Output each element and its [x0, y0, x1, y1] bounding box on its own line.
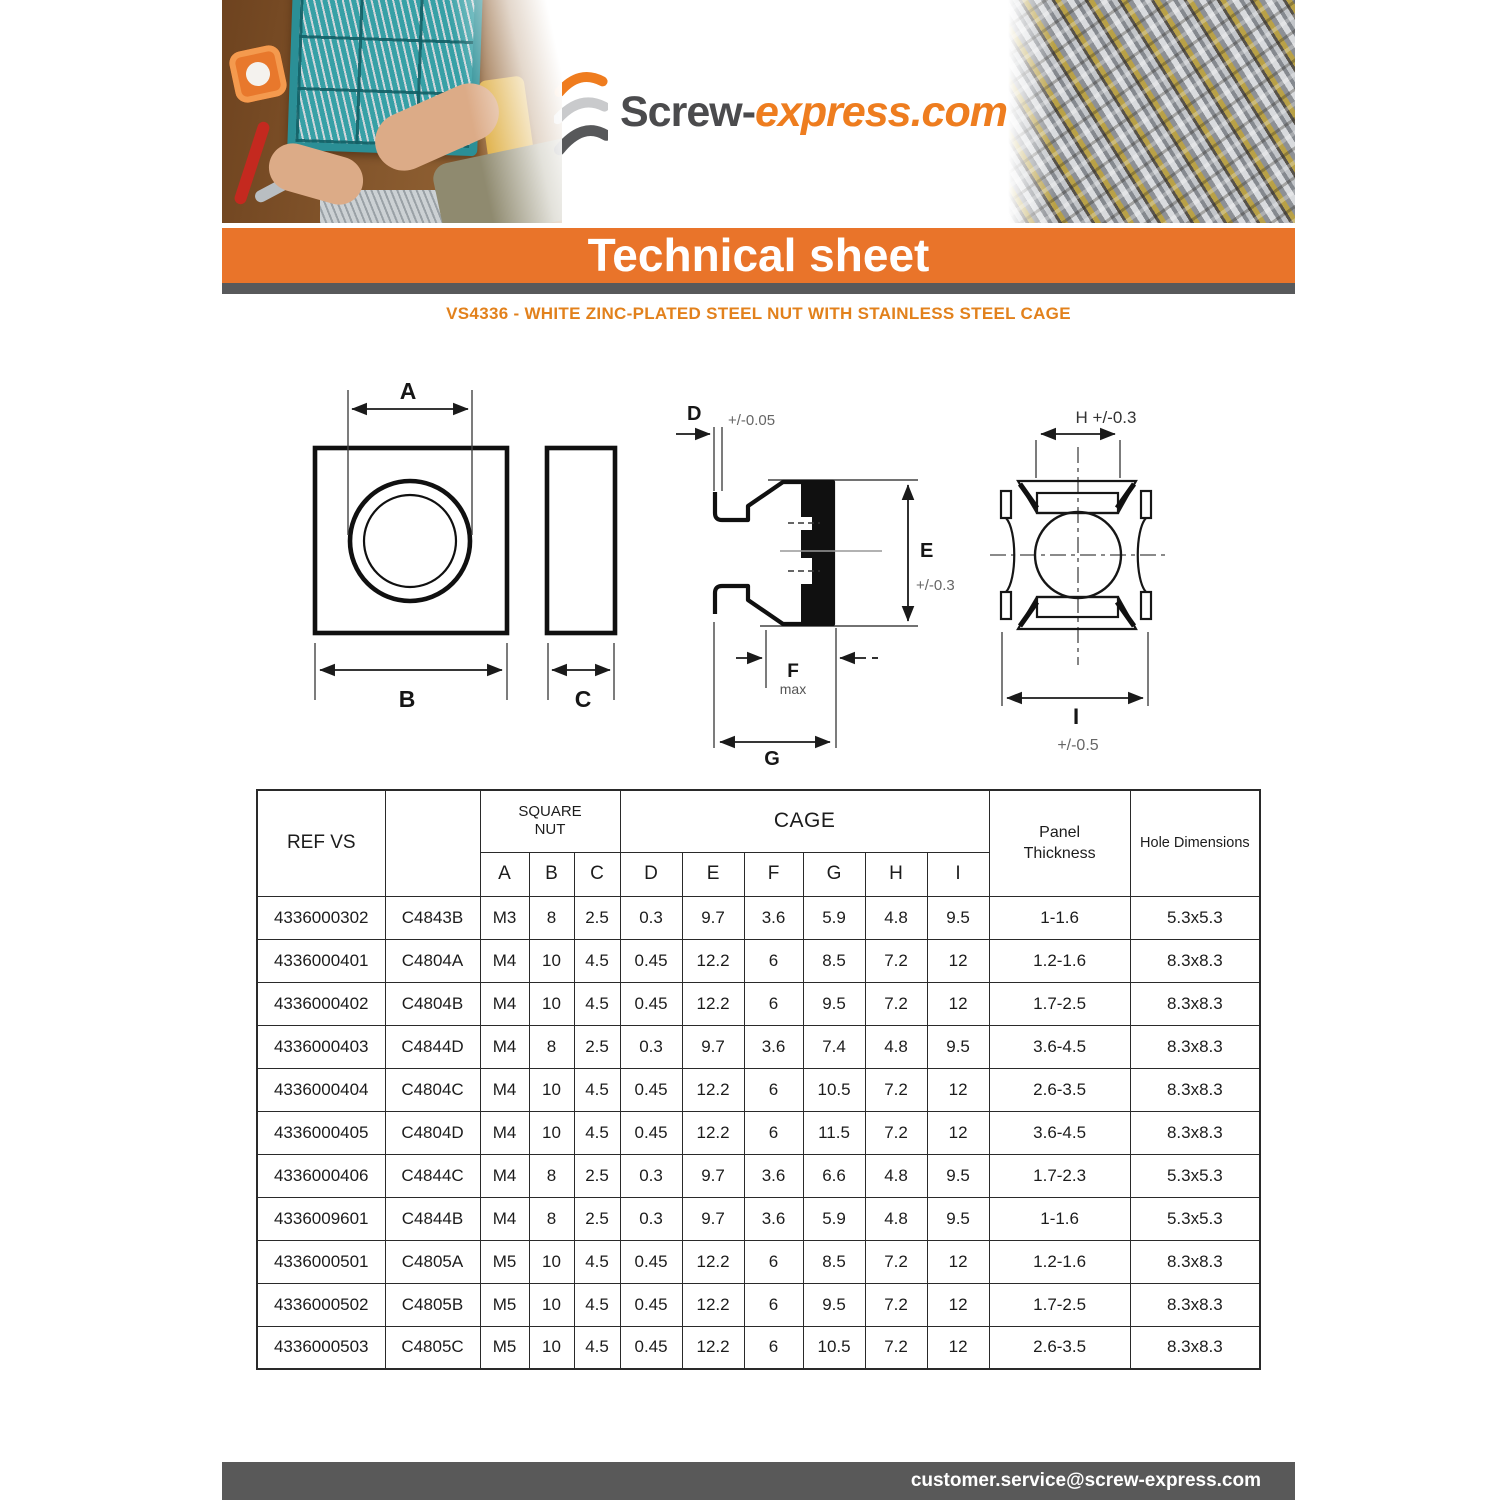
value-cell: 12.2: [682, 939, 744, 982]
table-row: [257, 1197, 1260, 1240]
value-cell: 3.6-4.5: [989, 1111, 1130, 1154]
value-cell: 10: [529, 1111, 574, 1154]
logo-text-suffix: express.com: [755, 87, 1007, 136]
code-cell: C4804A: [385, 939, 480, 982]
value-cell: 9.5: [927, 1154, 989, 1197]
col-group-cage: CAGE: [620, 790, 989, 852]
footer-bar: [222, 1462, 1295, 1500]
value-cell: 0.45: [620, 1240, 682, 1283]
value-cell: 0.3: [620, 1197, 682, 1240]
col-header-e: E: [682, 852, 744, 896]
value-cell: 8: [529, 1197, 574, 1240]
value-cell: 12.2: [682, 1283, 744, 1326]
section-view-drawing: [676, 427, 918, 748]
dim-label-g: G: [764, 748, 780, 770]
value-cell: 3.6-4.5: [989, 1025, 1130, 1068]
value-cell: 12.2: [682, 982, 744, 1025]
value-cell: M4: [480, 939, 529, 982]
code-cell: C4844C: [385, 1154, 480, 1197]
tolerance-e: +/-0.3: [916, 577, 955, 594]
value-cell: 0.3: [620, 896, 682, 939]
table-row: [257, 1111, 1260, 1154]
value-cell: 9.5: [803, 982, 865, 1025]
value-cell: 5.3x5.3: [1130, 1197, 1260, 1240]
value-cell: 8.3x8.3: [1130, 939, 1260, 982]
code-cell: C4844B: [385, 1197, 480, 1240]
table-row: [257, 1326, 1260, 1369]
value-cell: 6.6: [803, 1154, 865, 1197]
col-header-ref: REF VS: [257, 790, 385, 896]
value-cell: 9.7: [682, 1154, 744, 1197]
title-banner: [222, 228, 1295, 283]
table-row: [257, 982, 1260, 1025]
table-row: [257, 1025, 1260, 1068]
col-group-square-nut: [480, 790, 620, 852]
value-cell: 2.5: [574, 1025, 620, 1068]
screws-pile-photo: [1008, 0, 1295, 223]
logo-text-prefix: Screw-: [620, 87, 756, 136]
ref-cell: 4336000405: [257, 1111, 385, 1154]
ref-cell: 4336000402: [257, 982, 385, 1025]
value-cell: 8.3x8.3: [1130, 1111, 1260, 1154]
code-cell: C4843B: [385, 896, 480, 939]
value-cell: 6: [744, 1240, 803, 1283]
value-cell: 1-1.6: [989, 896, 1130, 939]
col-header-a: A: [480, 852, 529, 896]
value-cell: 12: [927, 1111, 989, 1154]
value-cell: 4.5: [574, 982, 620, 1025]
value-cell: 10: [529, 1240, 574, 1283]
col-header-b: B: [529, 852, 574, 896]
value-cell: 10: [529, 982, 574, 1025]
table-row: [257, 939, 1260, 982]
value-cell: 3.6: [744, 1154, 803, 1197]
value-cell: 7.2: [865, 939, 927, 982]
value-cell: 4.8: [865, 1154, 927, 1197]
value-cell: 0.45: [620, 1283, 682, 1326]
col-header-c: C: [574, 852, 620, 896]
logo-swoosh-icon: [554, 65, 608, 159]
col-header-hole-dimensions: Hole Dimensions: [1130, 790, 1260, 896]
dim-label-e: E: [920, 540, 934, 562]
value-cell: 3.6: [744, 1025, 803, 1068]
value-cell: M4: [480, 1197, 529, 1240]
value-cell: 4.5: [574, 939, 620, 982]
value-cell: 8.3x8.3: [1130, 1283, 1260, 1326]
drawing-canvas: [300, 355, 1250, 775]
dim-label-d: D: [687, 403, 702, 425]
value-cell: 1-1.6: [989, 1197, 1130, 1240]
value-cell: 5.3x5.3: [1130, 896, 1260, 939]
value-cell: 3.6: [744, 1197, 803, 1240]
ref-cell: 4336000501: [257, 1240, 385, 1283]
value-cell: 12: [927, 1068, 989, 1111]
value-cell: 2.5: [574, 1154, 620, 1197]
value-cell: M4: [480, 1111, 529, 1154]
table-row: [257, 1068, 1260, 1111]
value-cell: 2.6-3.5: [989, 1068, 1130, 1111]
value-cell: 8.3x8.3: [1130, 1240, 1260, 1283]
value-cell: 6: [744, 1326, 803, 1369]
col-header-g: G: [803, 852, 865, 896]
col-header-d: D: [620, 852, 682, 896]
ref-cell: 4336000403: [257, 1025, 385, 1068]
header-hero: [222, 0, 1295, 223]
value-cell: 12.2: [682, 1240, 744, 1283]
ref-cell: 4336000302: [257, 896, 385, 939]
value-cell: 12: [927, 1240, 989, 1283]
value-cell: 9.7: [682, 1025, 744, 1068]
ref-cell: 4336000404: [257, 1068, 385, 1111]
value-cell: 10: [529, 1283, 574, 1326]
value-cell: 4.5: [574, 1283, 620, 1326]
value-cell: 4.5: [574, 1240, 620, 1283]
value-cell: 8: [529, 1025, 574, 1068]
value-cell: 8.3x8.3: [1130, 1068, 1260, 1111]
value-cell: 8.5: [803, 1240, 865, 1283]
value-cell: 10: [529, 1068, 574, 1111]
value-cell: 7.2: [865, 1111, 927, 1154]
table-row: [257, 896, 1260, 939]
banner-shadow-bar: [222, 283, 1295, 294]
value-cell: M5: [480, 1283, 529, 1326]
code-cell: C4805C: [385, 1326, 480, 1369]
value-cell: 11.5: [803, 1111, 865, 1154]
value-cell: 12: [927, 939, 989, 982]
dim-label-c: C: [574, 686, 592, 712]
workbench-hardware-photo: [222, 0, 562, 223]
ref-cell: 4336000503: [257, 1326, 385, 1369]
col-header-i: I: [927, 852, 989, 896]
value-cell: 0.45: [620, 1111, 682, 1154]
value-cell: 9.5: [803, 1283, 865, 1326]
tolerance-d: +/-0.05: [728, 412, 776, 429]
value-cell: 8.3x8.3: [1130, 1326, 1260, 1369]
technical-drawings: [300, 355, 1250, 775]
ref-cell: 4336000406: [257, 1154, 385, 1197]
value-cell: 10.5: [803, 1326, 865, 1369]
value-cell: 4.8: [865, 896, 927, 939]
value-cell: 6: [744, 1111, 803, 1154]
front-view-drawing: [315, 390, 615, 700]
value-cell: 4.5: [574, 1326, 620, 1369]
value-cell: 12: [927, 1283, 989, 1326]
dim-label-f-max: max: [779, 681, 807, 697]
ref-cell: 4336009601: [257, 1197, 385, 1240]
value-cell: 0.3: [620, 1154, 682, 1197]
value-cell: 12: [927, 982, 989, 1025]
value-cell: 9.5: [927, 1025, 989, 1068]
value-cell: 10.5: [803, 1068, 865, 1111]
code-cell: C4844D: [385, 1025, 480, 1068]
value-cell: 2.6-3.5: [989, 1326, 1130, 1369]
value-cell: 1.7-2.5: [989, 1283, 1130, 1326]
customer-service-email: customer.service@screw-express.com: [910, 1470, 1261, 1491]
value-cell: 5.9: [803, 896, 865, 939]
dim-label-f: F: [787, 661, 799, 682]
value-cell: 7.2: [865, 1283, 927, 1326]
value-cell: 8.3x8.3: [1130, 982, 1260, 1025]
value-cell: 6: [744, 939, 803, 982]
page-content: [222, 0, 1295, 1500]
value-cell: 5.3x5.3: [1130, 1154, 1260, 1197]
top-view-drawing: [990, 434, 1166, 706]
ref-cell: 4336000401: [257, 939, 385, 982]
value-cell: M5: [480, 1240, 529, 1283]
table-row: [257, 1283, 1260, 1326]
value-cell: 1.7-2.5: [989, 982, 1130, 1025]
value-cell: M3: [480, 896, 529, 939]
value-cell: M4: [480, 982, 529, 1025]
value-cell: 1.2-1.6: [989, 939, 1130, 982]
value-cell: 0.45: [620, 939, 682, 982]
value-cell: 8: [529, 896, 574, 939]
value-cell: M5: [480, 1326, 529, 1369]
col-header-panel-thickness: [989, 790, 1130, 896]
table-body: [257, 896, 1260, 1369]
value-cell: 10: [529, 1326, 574, 1369]
photo-fade: [222, 0, 562, 223]
value-cell: 8: [529, 1154, 574, 1197]
value-cell: 12.2: [682, 1068, 744, 1111]
tolerance-i: +/-0.5: [1057, 737, 1099, 754]
logo-text: [620, 88, 1007, 137]
value-cell: 12.2: [682, 1326, 744, 1369]
page-title: Technical sheet: [587, 229, 930, 281]
dim-label-h: H +/-0.3: [1075, 408, 1137, 427]
value-cell: M4: [480, 1068, 529, 1111]
table-row: [257, 1154, 1260, 1197]
value-cell: 0.3: [620, 1025, 682, 1068]
code-cell: C4805B: [385, 1283, 480, 1326]
value-cell: 9.5: [927, 1197, 989, 1240]
value-cell: 9.5: [927, 896, 989, 939]
spec-table: [256, 789, 1261, 1370]
value-cell: 10: [529, 939, 574, 982]
value-cell: 7.2: [865, 1326, 927, 1369]
code-cell: C4804B: [385, 982, 480, 1025]
dim-label-b: B: [398, 686, 416, 712]
value-cell: 12.2: [682, 1111, 744, 1154]
panel-thickness-label: Panel Thickness: [1023, 823, 1096, 863]
value-cell: M4: [480, 1025, 529, 1068]
value-cell: 7.4: [803, 1025, 865, 1068]
value-cell: 9.7: [682, 1197, 744, 1240]
col-header-h: H: [865, 852, 927, 896]
value-cell: 3.6: [744, 896, 803, 939]
value-cell: 1.7-2.3: [989, 1154, 1130, 1197]
value-cell: 7.2: [865, 1240, 927, 1283]
value-cell: 0.45: [620, 1068, 682, 1111]
value-cell: 6: [744, 1283, 803, 1326]
value-cell: 8.5: [803, 939, 865, 982]
ref-cell: 4336000502: [257, 1283, 385, 1326]
value-cell: 0.45: [620, 1326, 682, 1369]
code-cell: C4804C: [385, 1068, 480, 1111]
value-cell: 0.45: [620, 982, 682, 1025]
dim-label-a: A: [399, 378, 417, 404]
value-cell: 7.2: [865, 1068, 927, 1111]
value-cell: 5.9: [803, 1197, 865, 1240]
value-cell: 4.8: [865, 1025, 927, 1068]
square-nut-label: SQUARE NUT: [518, 802, 582, 839]
value-cell: 1.2-1.6: [989, 1240, 1130, 1283]
value-cell: 6: [744, 982, 803, 1025]
value-cell: 4.8: [865, 1197, 927, 1240]
value-cell: 8.3x8.3: [1130, 1025, 1260, 1068]
col-header-f: F: [744, 852, 803, 896]
code-cell: C4805A: [385, 1240, 480, 1283]
value-cell: 7.2: [865, 982, 927, 1025]
value-cell: 2.5: [574, 1197, 620, 1240]
col-header-code: [385, 790, 480, 896]
brand-logo: [554, 60, 1007, 164]
value-cell: 9.7: [682, 896, 744, 939]
value-cell: 6: [744, 1068, 803, 1111]
value-cell: 12: [927, 1326, 989, 1369]
product-subtitle: VS4336 - WHITE ZINC-PLATED STEEL NUT WITH STAINLESS STEEL CAGE: [446, 304, 1071, 323]
dim-label-i: I: [1072, 704, 1080, 729]
spec-table-wrap: [256, 789, 1261, 1370]
value-cell: 4.5: [574, 1068, 620, 1111]
value-cell: 4.5: [574, 1111, 620, 1154]
code-cell: C4804D: [385, 1111, 480, 1154]
value-cell: M4: [480, 1154, 529, 1197]
value-cell: 2.5: [574, 896, 620, 939]
table-row: [257, 1240, 1260, 1283]
